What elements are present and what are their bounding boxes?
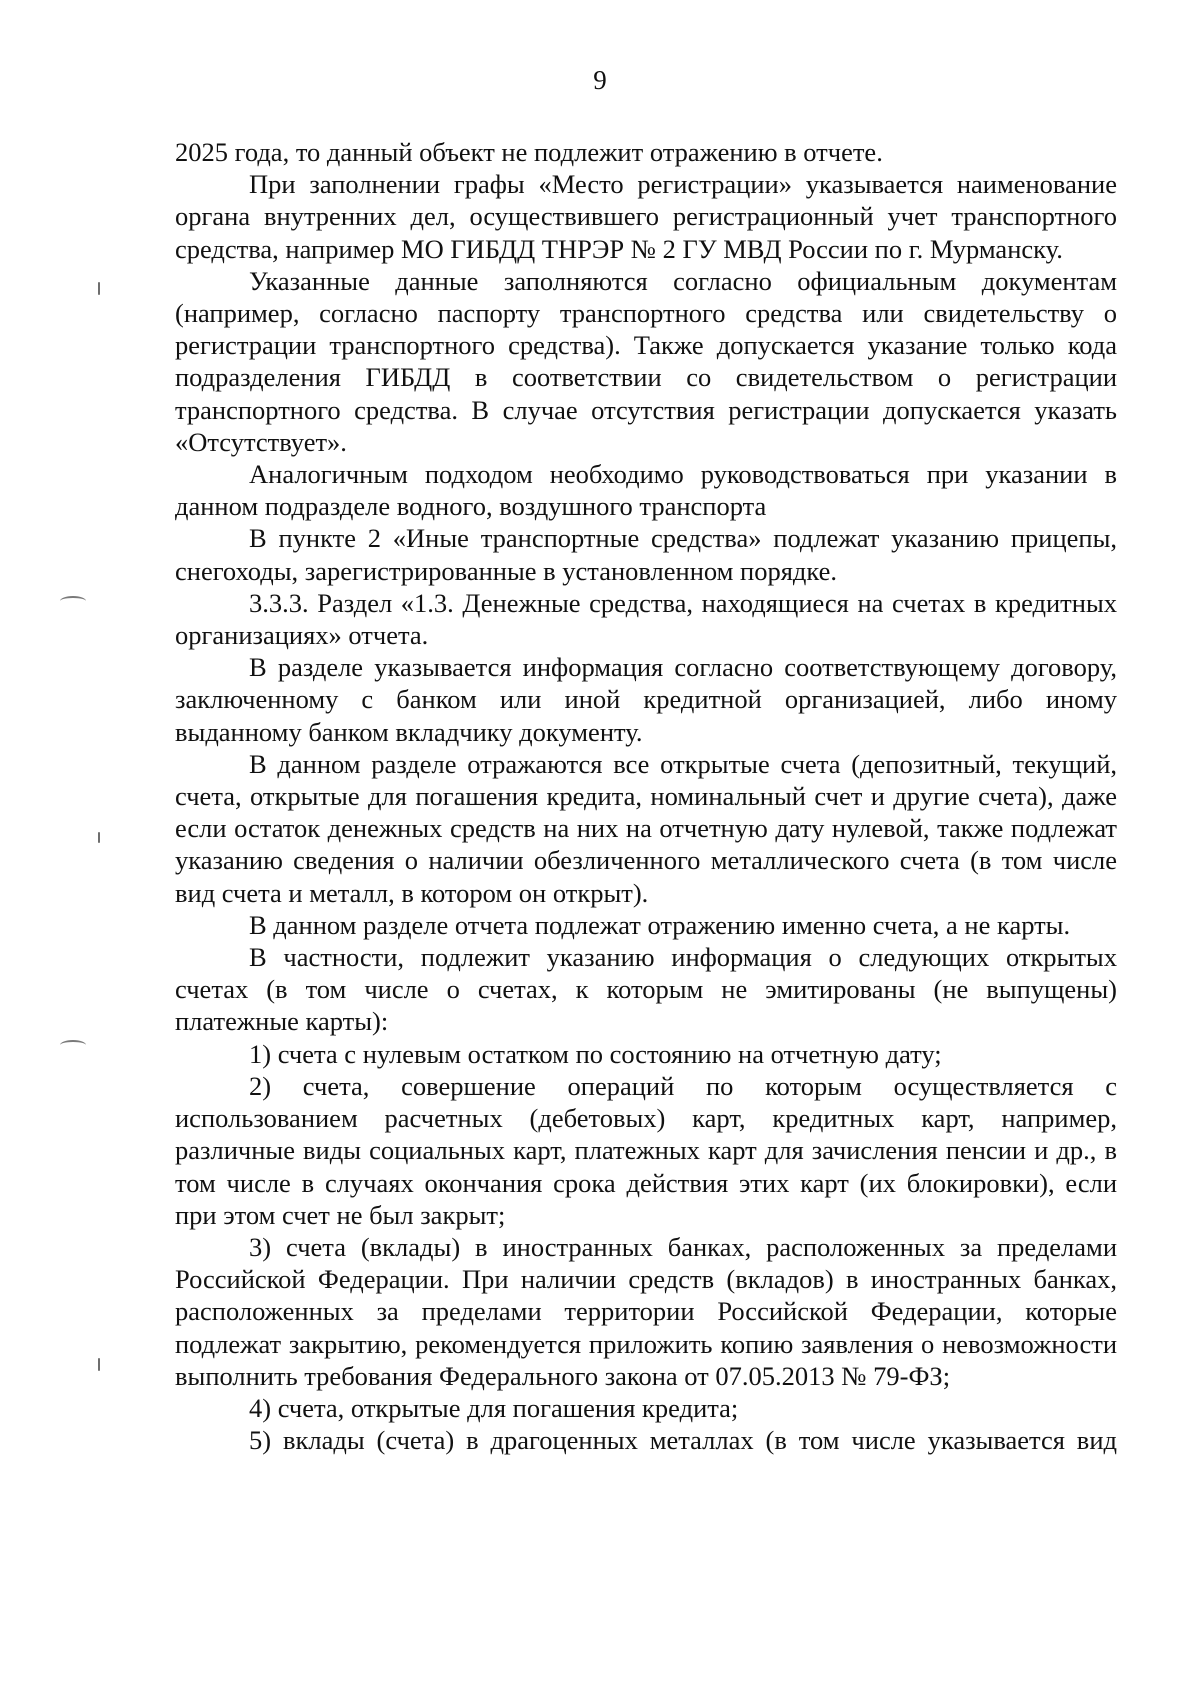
paragraph: В пункте 2 «Иные транспортные средства» подлежат указанию прицепы, снегоходы, зарегистрированные в установленном порядке. — [175, 523, 1117, 586]
document-body — [175, 136, 1117, 1456]
list-item: 5) вклады (счета) в драгоценных металлах (в том числе указывается вид — [249, 1425, 1117, 1456]
paragraph: Аналогичным подходом необходимо руководствоваться при указании в данном подразделе водного, воздушного транспорта — [175, 459, 1117, 522]
list-item: 2) счета, совершение операций по которым осуществляется с использованием расчетных (дебетовых) карт, кредитных карт, например, различные виды социальных карт, платежных карт для зачисления пенсии и др., в том числе в случаях окончания срока действия этих карт (их блокировки), если при этом счет не был закрыт; — [175, 1070, 1117, 1230]
paragraph: В частности, подлежит указанию информация о следующих открытых счетах (в том числе о счетах, к которым не эмитированы (не выпущены) платежные карты): — [175, 942, 1117, 1037]
list-item: 3) счета (вклады) в иностранных банках, расположенных за пределами Российской Федерации. При наличии средств (вкладов) в иностранных банках, расположенных за пределами территории Российской Федерации, которые подлежат закрытию, рекомендуется приложить копию заявления о невозможности выполнить требования Федерального закона от 07.05.2013 № 79-ФЗ; — [175, 1231, 1117, 1391]
paragraph: Указанные данные заполняются согласно официальным документам (например, согласно паспорту транспортного средства или свидетельству о регистрации транспортного средства). Также допускается указание только кода подразделения ГИБДД в соответствии со свидетельством о регистрации транспортного средства. В случае отсутствия регистрации допускается указать «Отсутствует». — [175, 265, 1117, 457]
scan-arc — [60, 596, 86, 606]
scan-mark — [98, 282, 100, 295]
paragraph: 2025 года, то данный объект не подлежит отражению в отчете. — [175, 137, 883, 167]
scan-mark — [98, 832, 100, 843]
list-item: 1) счета с нулевым остатком по состоянию на отчетную дату; — [249, 1038, 942, 1069]
paragraph: В данном разделе отчета подлежат отражению именно счета, а не карты. — [249, 909, 1071, 940]
scan-mark — [98, 1358, 100, 1371]
paragraph: В данном разделе отражаются все открытые счета (депозитный, текущий, счета, открытые для погашения кредита, номинальный счет и другие счета), даже если остаток денежных средств на них на отчетную дату нулевой, также подлежат указанию сведения о наличии обезличенного металлического счета (в том числе вид счета и металл, в котором он открыт). — [175, 748, 1117, 908]
paragraph: При заполнении графы «Место регистрации» указывается наименование органа внутренних дел, осуществившего регистрационный учет транспортного средства, например МО ГИБДД ТНРЭР № 2 ГУ МВД России по г. Мурманску. — [175, 169, 1117, 264]
paragraph: В разделе указывается информация согласно соответствующему договору, заключенному с банком или иной кредитной организацией, либо иному выданному банком вкладчику документу. — [175, 652, 1117, 747]
scan-arc — [60, 1040, 86, 1050]
page-number: 9 — [593, 65, 607, 95]
paragraph: 3.3.3. Раздел «1.3. Денежные средства, находящиеся на счетах в кредитных организациях» отчета. — [175, 587, 1117, 651]
list-item: 4) счета, открытые для погашения кредита; — [249, 1392, 739, 1423]
